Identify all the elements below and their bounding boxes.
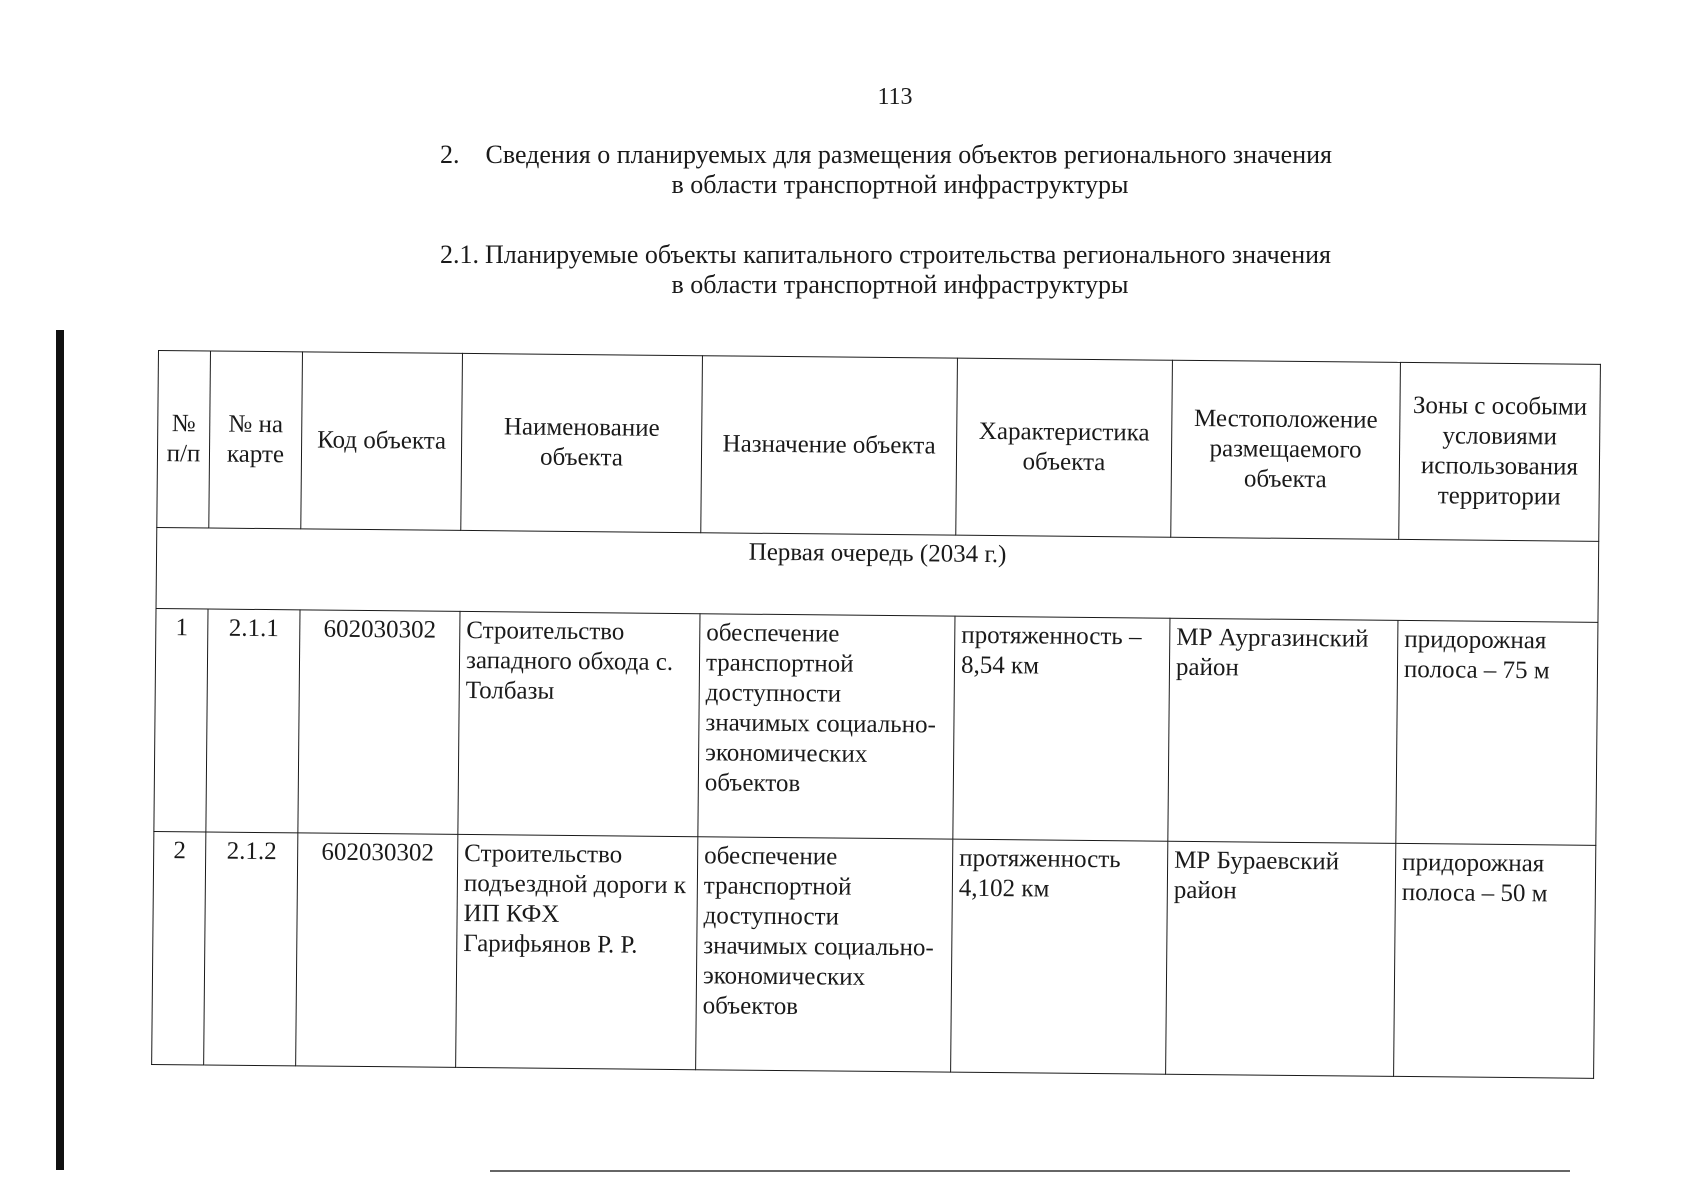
cell-characteristic: протяженность – 8,54 км [953, 616, 1170, 841]
header-purpose: Назначение объекта [701, 356, 958, 535]
table-row [154, 608, 1598, 845]
objects-table [151, 350, 1601, 1079]
subsection-title-line2: в области транспортной инфраструктуры [671, 270, 1129, 299]
cell-location: МР Аургазинский район [1168, 618, 1398, 843]
cell-num: 1 [154, 608, 208, 831]
queue-label: Первая очередь (2034 г.) [156, 527, 1599, 622]
section-heading-2-1 [440, 240, 1440, 300]
section-number: 2. [440, 140, 460, 169]
header-num: № п/п [157, 351, 211, 528]
cell-purpose: обеспечение транспортной доступности значимых социально-экономических объектов [698, 614, 955, 839]
cell-name: Строительство подъездной дороги к ИП КФХ Гарифьянов Р. Р. [456, 834, 698, 1069]
table-header-row [157, 351, 1601, 542]
bottom-rule [490, 1170, 1570, 1172]
header-name: Наименование объекта [461, 353, 703, 532]
cell-purpose: обеспечение транспортной доступности значимых социально-экономических объектов [696, 837, 953, 1072]
cell-num: 2 [152, 831, 206, 1064]
scan-edge-bar [56, 330, 64, 1170]
cell-zones: придорожная полоса – 50 м [1394, 843, 1596, 1078]
table-row [152, 831, 1596, 1078]
section-heading-2 [440, 140, 1440, 200]
section-heading-2-line1 [440, 140, 1440, 170]
section-title: Сведения о планируемых для размещения объектов регионального значения [485, 140, 1332, 169]
cell-characteristic: протяженность 4,102 км [951, 839, 1168, 1074]
page-number: 113 [877, 84, 913, 110]
section-heading-2-1-line1 [440, 240, 1440, 270]
subsection-number: 2.1. [440, 240, 479, 269]
header-map-num: № на карте [209, 351, 303, 529]
header-code: Код объекта [301, 352, 463, 531]
header-characteristic: Характеристика объекта [956, 358, 1173, 537]
cell-name: Строительство западного обхода с. Толбазы [458, 611, 700, 836]
cell-map-num: 2.1.2 [204, 832, 298, 1066]
cell-map-num: 2.1.1 [206, 609, 300, 833]
cell-code: 602030302 [298, 610, 460, 835]
header-zones: Зоны с особыми условиями использования территории [1399, 362, 1601, 541]
cell-zones: придорожная полоса – 75 м [1396, 620, 1598, 845]
queue-row [156, 527, 1599, 622]
section-title-line2: в области транспортной инфраструктуры [671, 170, 1129, 199]
header-location: Местоположение размещаемого объекта [1171, 360, 1401, 539]
subsection-title: Планируемые объекты капитального строительства регионального значения [485, 240, 1331, 269]
cell-code: 602030302 [296, 833, 458, 1068]
cell-location: МР Бураевский район [1166, 841, 1396, 1076]
